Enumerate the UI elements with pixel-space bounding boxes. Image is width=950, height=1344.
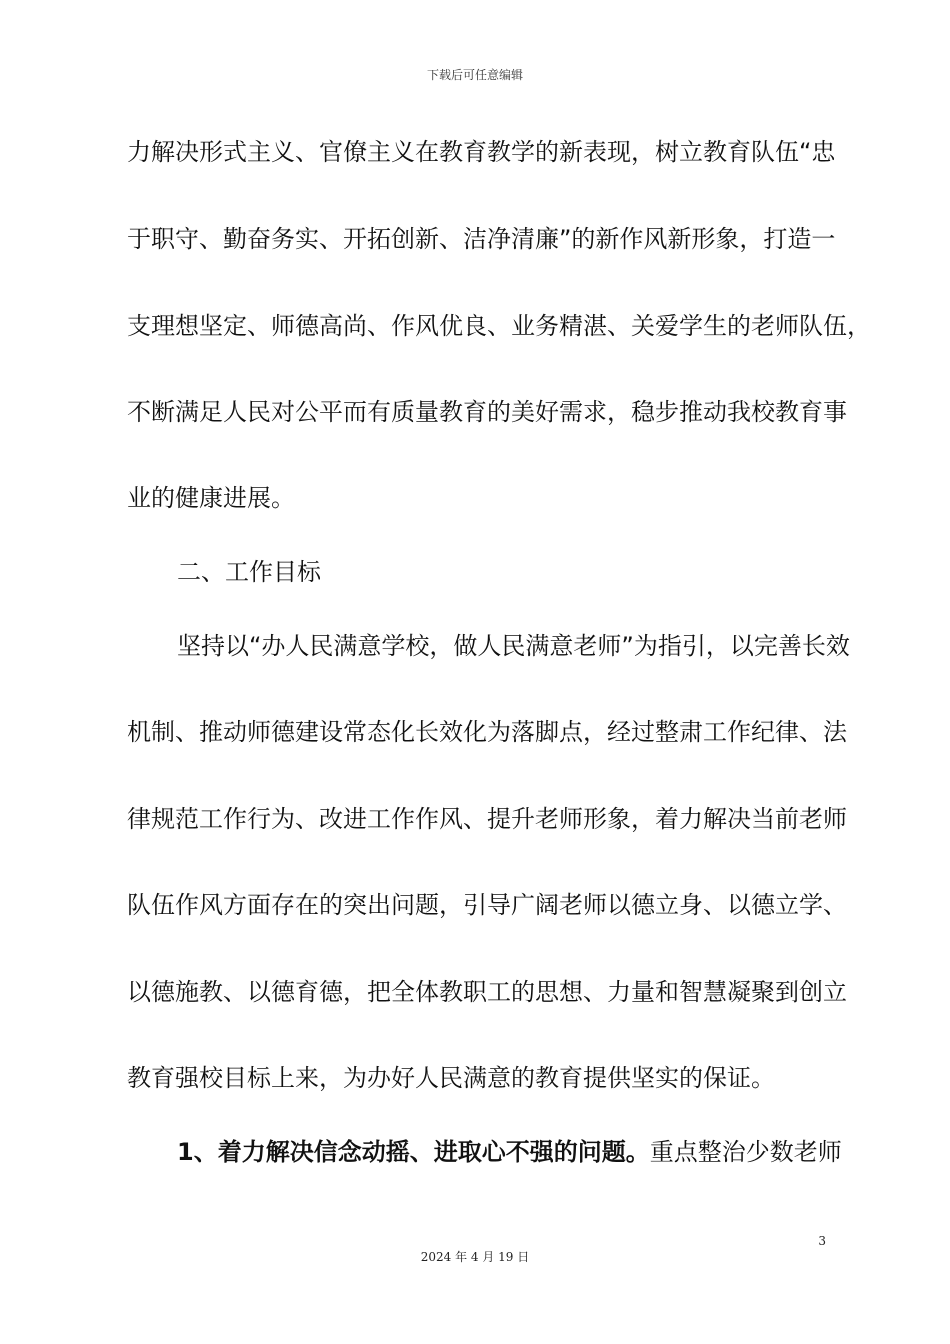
body-line: 力解决形式主义、官僚主义在教育教学的新表现，树立教育队伍“忠 [127, 138, 836, 166]
body-line: 业的健康进展。 [127, 484, 295, 512]
page-number: 3 [818, 1234, 826, 1248]
body-line: 不断满足人民对公平而有质量教育的美好需求，稳步推动我校教育事 [127, 398, 847, 426]
body-line: 教育强校目标上来，为办好人民满意的教育提供坚实的保证。 [127, 1064, 775, 1092]
body-line: 坚持以“办人民满意学校，做人民满意老师”为指引，以完善长效 [177, 632, 850, 660]
body-line: 律规范工作行为、改进工作作风、提升老师形象，着力解决当前老师 [127, 805, 847, 833]
body-line: 支理想坚定、师德高尚、作风优良、业务精湛、关爱学生的老师队伍， [127, 312, 871, 340]
header-note: 下载后可任意编辑 [426, 68, 523, 82]
section-heading: 二、工作目标 [177, 558, 321, 586]
body-line: 队伍作风方面存在的突出问题，引导广阔老师以德立身、以德立学、 [127, 891, 847, 919]
item-1-normal-text: 重点整治少数老师 [649, 1138, 842, 1166]
body-line: 以德施教、以德育德，把全体教职工的思想、力量和智慧凝聚到创立 [127, 978, 847, 1006]
item-1-bold-text: 1、着力解决信念动摇、进取心不强的问题。 [177, 1138, 650, 1166]
footer-date: 2024 年 4 月 19 日 [420, 1250, 530, 1264]
item-1-line [177, 1138, 842, 1166]
body-line: 于职守、勤奋务实、开拓创新、洁净清廉”的新作风新形象，打造一 [127, 225, 836, 253]
body-line: 机制、推动师德建设常态化长效化为落脚点，经过整肃工作纪律、法 [127, 718, 847, 746]
